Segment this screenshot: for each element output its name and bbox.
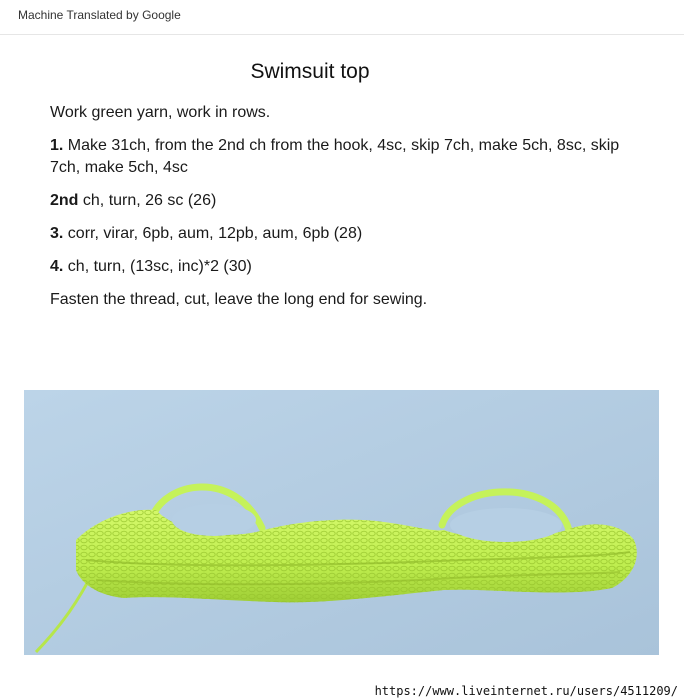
machine-translated-label: Machine Translated by Google bbox=[18, 8, 181, 22]
crochet-photo bbox=[24, 390, 659, 655]
crochet-piece-image bbox=[24, 390, 659, 655]
row-4 bbox=[50, 256, 620, 278]
row-3-number: 3. bbox=[50, 225, 64, 242]
intro-text: Work green yarn, work in rows. bbox=[50, 104, 271, 121]
pattern-instructions bbox=[50, 102, 620, 322]
row-1-number: 1. bbox=[50, 137, 64, 154]
source-watermark: https://www.liveinternet.ru/users/4511209/ bbox=[374, 684, 678, 698]
row-1 bbox=[50, 135, 620, 179]
row-1-text: Make 31ch, from the 2nd ch from the hook, 4sc, skip 7ch, make 5ch, 8sc, skip 7ch, make 5ch, 4sc bbox=[50, 137, 620, 176]
row-4-text: ch, turn, (13sc, inc)*2 (30) bbox=[63, 258, 252, 275]
row-3-text: corr, virar, 6pb, aum, 12pb, aum, 6pb (28) bbox=[63, 225, 363, 242]
page-title: Swimsuit top bbox=[250, 60, 370, 83]
row-2-text: ch, turn, 26 sc (26) bbox=[78, 192, 217, 209]
right-hole bbox=[450, 508, 562, 542]
row-2-number: 2nd bbox=[50, 192, 79, 209]
left-hole bbox=[172, 504, 256, 536]
row-2 bbox=[50, 190, 620, 212]
row-3 bbox=[50, 223, 620, 245]
top-bar bbox=[0, 0, 684, 35]
row-4-number: 4. bbox=[50, 258, 64, 275]
outro-text: Fasten the thread, cut, leave the long end for sewing. bbox=[50, 291, 428, 308]
